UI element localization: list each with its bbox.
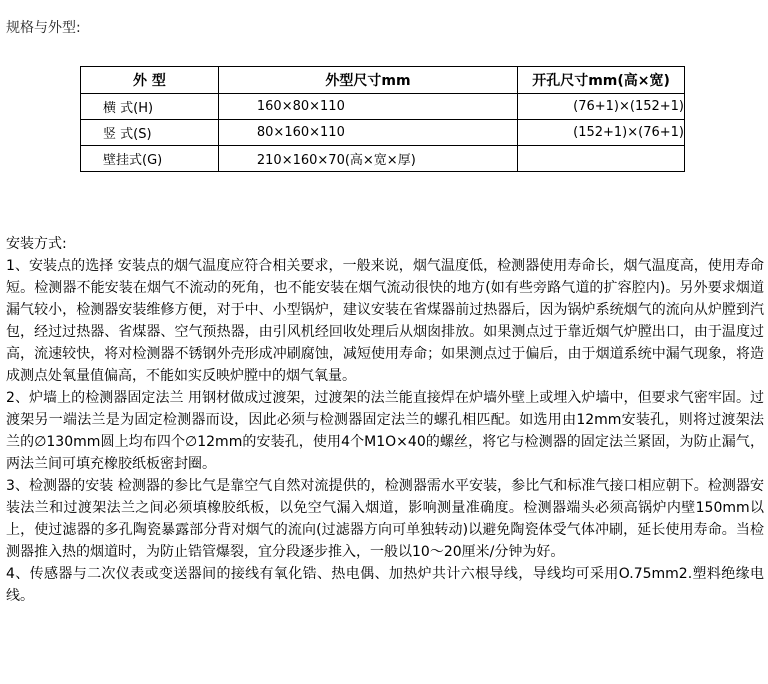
cell-shape: 横 式(H) — [81, 94, 219, 120]
installation-section — [6, 233, 764, 607]
spec-table — [80, 66, 685, 172]
cell-shape: 竖 式(S) — [81, 120, 219, 146]
table-row — [81, 94, 685, 120]
paragraph-mounting: 3、检测器的安装 检测器的参比气是靠空气自然对流提供的，检测器需水平安装，参比气和标准气接口相应朝下。检测器安装法兰和过渡架法兰之间必须填橡胶纸板，以免空气漏入烟道，影响测量准确度。检测器端头必须高锅炉内壁150mm以上，使过滤器的多孔陶瓷暴露部分背对烟气的流向(过滤器方向可单独转动)以避免陶瓷体受气体冲刷，延长使用寿命。当检测器推入热的烟道时，为防止锆管爆裂，宜分段逐步推入，一般以10～20厘米/分钟为好。 — [6, 478, 764, 560]
paragraph-location: 1、安装点的选择 安装点的烟气温度应符合相关要求，一般来说，烟气温度低，检测器使用寿命长，烟气温度高，使用寿命短。检测器不能安装在烟气不流动的死角，也不能安装在烟气流动很快的地方(如有些旁路气道的扩容腔内)。另外要求烟道漏气较小，检测器安装维修方便，对于中、小型锅炉，建议安装在省煤器前过热器后，因为锅炉系统烟气的流向从炉膛到汽包，经过过热器、省煤器、空气预热器，由引风机经回收处理后从烟囱排放。如果测点过于靠近烟气炉膛出口，由于温度过高，流速较快，将对检测器不锈钢外壳形成冲刷腐蚀，减短使用寿命；如果测点过于偏后，由于烟道系统中漏气现象，将造成测点处氧量值偏高，不能如实反映炉膛中的烟气氧量。 — [6, 258, 764, 384]
cell-dimensions: 160×80×110 — [218, 94, 517, 120]
cell-shape: 壁挂式(G) — [81, 146, 219, 172]
cell-cutout: (76+1)×(152+1) — [518, 94, 685, 120]
cell-dimensions: 210×160×70(高×宽×厚) — [218, 146, 517, 172]
paragraph-flange: 2、炉墙上的检测器固定法兰 用钢材做成过渡架，过渡架的法兰能直接焊在炉墙外壁上或埋入炉墙中，但要求气密牢固。过渡架另一端法兰是为固定检测器而设，因此必须与检测器固定法兰的螺孔相匹配。如选用由12mm安装孔，则将过渡架法兰的∅130mm圆上均布四个∅12mm的安装孔，使用4个M1O×40的螺丝，将它与检测器的固定法兰紧固，为防止漏气，两法兰间可填充橡胶纸板密封圈。 — [6, 390, 764, 472]
section-title: 规格与外型: — [6, 20, 81, 36]
header-shape: 外 型 — [81, 67, 219, 94]
cell-cutout — [518, 146, 685, 172]
paragraph-wiring: 4、传感器与二次仪表或变送器间的接线有氧化锆、热电偶、加热炉共计六根导线，导线均可采用O.75mm2.塑料绝缘电线。 — [6, 566, 764, 604]
table-row — [81, 146, 685, 172]
header-cutout: 开孔尺寸mm(高×宽) — [518, 67, 685, 94]
installation-title: 安装方式: — [6, 236, 67, 252]
header-dimensions: 外型尺寸mm — [218, 67, 517, 94]
table-row — [81, 120, 685, 146]
cell-cutout: (152+1)×(76+1) — [518, 120, 685, 146]
table-header-row — [81, 67, 685, 94]
cell-dimensions: 80×160×110 — [218, 120, 517, 146]
